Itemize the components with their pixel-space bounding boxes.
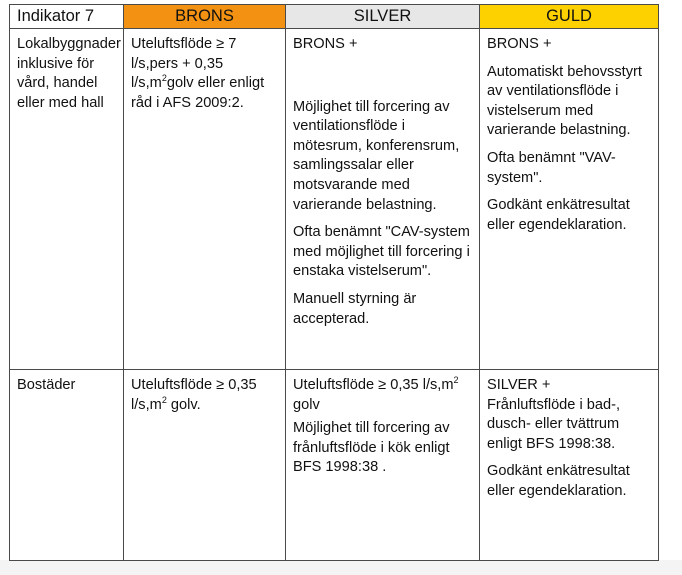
brons-text: Uteluftsflöde ≥ 0,35 l/s,m [131, 377, 257, 413]
category-text: Lokalbyggnader inklusive för vård, handel eller med hall [17, 36, 121, 111]
superscript: 2 [161, 73, 167, 84]
cell-silver-lokalbyggnader [286, 29, 480, 370]
cell-guld-bostader [480, 370, 659, 561]
brons-text-end: golv. [166, 396, 201, 413]
row-lokalbyggnader [10, 29, 659, 370]
guld-prefix: SILVER + [487, 377, 551, 393]
superscript: 2 [453, 375, 459, 386]
cell-brons-lokalbyggnader [124, 29, 286, 370]
guld-paragraph: Godkänt enkätresultat eller egendeklaration. [487, 197, 630, 233]
header-indikator: Indikator 7 [10, 5, 124, 29]
silver-paragraph: Möjlighet till forcering av ventilationsflöde i mötesrum, konferensrum, samlingssalar eller motsvarande med varierande belastning. [293, 98, 460, 213]
superscript: 2 [161, 394, 167, 405]
guld-paragraph: Frånluftsflöde i bad-, dusch- eller tvättrum enligt BFS 1998:38. [487, 396, 621, 452]
header-row [10, 5, 659, 29]
brons-text-end: golv eller enligt råd i AFS 2009:2. [131, 75, 265, 111]
silver-paragraph: Manuell styrning är accepterad. [293, 290, 417, 327]
silver-prefix: BRONS + [293, 36, 358, 52]
cell-guld-lokalbyggnader [480, 29, 659, 370]
page-bottom-shade [0, 560, 682, 575]
header-silver: SILVER [286, 5, 480, 29]
header-guld: GULD [480, 5, 659, 29]
header-brons: BRONS [124, 5, 286, 29]
cell-silver-bostader [286, 370, 480, 561]
cell-brons-bostader [124, 370, 286, 561]
category-text: Bostäder [17, 377, 76, 393]
guld-prefix: BRONS + [487, 36, 552, 52]
guld-paragraph: Ofta benämnt "VAV-system". [487, 149, 616, 186]
silver-paragraph [293, 376, 473, 415]
silver-paragraph: Ofta benämnt "CAV-system med möjlighet till forcering i enstaka vistelserum". [293, 224, 470, 280]
guld-paragraph: Automatiskt behovsstyrt av ventilationsflöde i vistelserum med varierande belastning. [487, 63, 642, 139]
guld-paragraph: Godkänt enkätresultat eller egendeklaration. [487, 463, 630, 499]
row-bostader [10, 370, 659, 561]
silver-text-end: golv [293, 396, 320, 413]
cell-category-lokalbyggnader [10, 29, 124, 370]
cell-category-bostader [10, 370, 124, 561]
silver-paragraph: Möjlighet till forcering av frånluftsflöde i kök enligt BFS 1998:38 . [293, 420, 450, 476]
indicator-table [9, 4, 659, 561]
silver-text: Uteluftsflöde ≥ 0,35 l/s,m [293, 377, 454, 393]
brons-text: Uteluftsflöde ≥ 7 l/s,pers + 0,35 l/s,m [131, 36, 237, 92]
